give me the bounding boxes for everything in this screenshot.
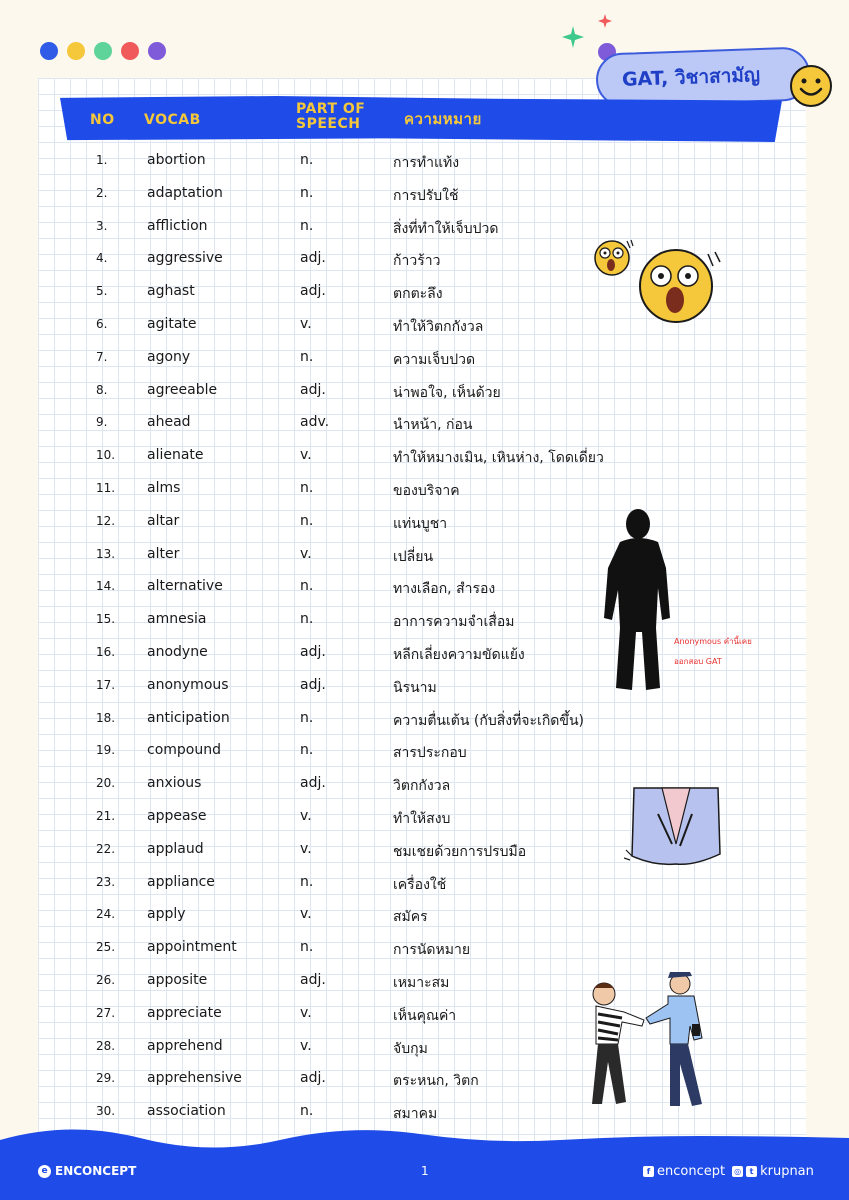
social-handle[interactable]: krupnan (760, 1164, 814, 1179)
thai-meaning: ชมเชยด้วยการปรบมือ (393, 843, 527, 860)
thai-meaning: หลีกเลี่ยงความขัดแย้ง (393, 647, 525, 663)
part-of-speech: v. (300, 840, 312, 857)
social-links (643, 1164, 814, 1179)
part-of-speech: n. (300, 709, 314, 726)
thai-meaning: ทางเลือก, สำรอง (393, 581, 496, 598)
row-number: 9. (96, 415, 108, 430)
row-number: 26. (96, 973, 116, 987)
table-row (0, 702, 849, 735)
part-of-speech: n. (300, 1103, 314, 1120)
row-number: 14. (96, 579, 116, 594)
part-of-speech: n. (300, 348, 314, 365)
row-number: 17. (96, 677, 116, 692)
header-part-of-speech (296, 102, 365, 132)
part-of-speech: n. (300, 217, 314, 234)
color-dot (40, 42, 58, 60)
thai-meaning: ความเจ็บปวด (393, 351, 476, 368)
row-number: 2. (96, 185, 108, 200)
part-of-speech: n. (300, 480, 314, 496)
row-number: 18. (96, 710, 116, 725)
thai-meaning: ทำให้สงบ (393, 811, 451, 827)
part-of-speech: adj. (300, 644, 326, 660)
vocab-word: alter (147, 545, 180, 562)
facebook-handle[interactable]: enconcept (657, 1164, 726, 1179)
vocab-word: appointment (147, 939, 237, 956)
shocked-face-large-icon (636, 244, 722, 326)
vocab-word: applaud (147, 840, 204, 857)
subject-badge (595, 46, 811, 107)
table-row (0, 374, 849, 407)
vocab-word: agreeable (147, 381, 218, 398)
part-of-speech: n. (300, 512, 314, 529)
part-of-speech: adj. (300, 283, 326, 300)
row-number: 20. (96, 776, 116, 791)
twitter-icon: t (746, 1166, 757, 1177)
part-of-speech: n. (300, 184, 314, 201)
row-number: 19. (96, 743, 116, 758)
part-of-speech: adj. (300, 1070, 326, 1087)
vocab-word: appreciate (147, 1004, 222, 1021)
facebook-icon: f (643, 1166, 654, 1177)
row-number: 27. (96, 1005, 116, 1020)
header-pos-line2: SPEECH (296, 116, 361, 132)
vocab-word: apposite (147, 972, 208, 988)
part-of-speech: v. (300, 316, 312, 332)
note-line1: Anonymous คำนี้เคย (674, 637, 752, 646)
table-row (0, 898, 849, 931)
thai-meaning: นำหน้า, ก่อน (393, 417, 473, 434)
part-of-speech: v. (300, 1004, 312, 1021)
row-number: 29. (96, 1071, 116, 1086)
anonymous-note (674, 632, 752, 672)
part-of-speech: n. (300, 611, 314, 628)
thai-meaning: อาการความจำเสื่อม (393, 614, 515, 631)
row-number: 1. (96, 153, 108, 167)
row-number: 7. (96, 349, 108, 364)
thai-meaning: การนัดหมาย (393, 942, 471, 959)
thai-meaning: ทำให้วิตกกังวล (393, 319, 484, 335)
vocab-word: adaptation (147, 184, 223, 201)
row-number: 22. (96, 841, 116, 856)
row-number: 8. (96, 382, 108, 397)
header-vocab: VOCAB (144, 112, 201, 128)
part-of-speech: n. (300, 939, 314, 956)
vocab-word: anxious (147, 775, 202, 792)
part-of-speech: adj. (300, 676, 326, 693)
vocab-word: appliance (147, 873, 215, 890)
row-number: 5. (96, 284, 108, 299)
thai-meaning: แท่นบูชา (393, 515, 448, 532)
color-dot (67, 42, 85, 60)
vocab-word: abortion (147, 152, 206, 168)
thai-meaning: จับกุม (393, 1040, 428, 1057)
color-dot (121, 42, 139, 60)
vocab-word: anodyne (147, 644, 208, 660)
vocab-word: apply (147, 906, 186, 923)
note-line2: ออกสอบ GAT (674, 657, 722, 666)
table-row (0, 931, 849, 964)
enconcept-logo-icon: e (38, 1165, 51, 1178)
brand-name: ENCONCEPT (55, 1164, 137, 1178)
vocab-word: affliction (147, 217, 208, 234)
thai-meaning: ตระหนก, วิตก (393, 1073, 479, 1090)
vocab-word: apprehend (147, 1037, 223, 1054)
row-number: 3. (96, 218, 108, 233)
part-of-speech: v. (300, 545, 312, 562)
row-number: 21. (96, 809, 116, 823)
vocab-word: aggressive (147, 250, 223, 267)
row-number: 4. (96, 251, 108, 266)
part-of-speech: n. (300, 742, 314, 759)
row-number: 6. (96, 317, 108, 331)
thai-meaning: สิ่งที่ทำให้เจ็บปวด (393, 220, 499, 237)
vocab-word: alms (147, 480, 181, 496)
thai-meaning: ความตื่นเต้น (กับสิ่งที่จะเกิดขึ้น) (393, 712, 584, 729)
police-arrest-illustration (584, 964, 728, 1112)
vocab-word: appease (147, 808, 207, 824)
vocab-word: alienate (147, 447, 204, 464)
enconcept-logo (38, 1164, 136, 1178)
vocab-word: association (147, 1103, 226, 1120)
vocab-word: compound (147, 742, 221, 759)
table-row (0, 406, 849, 439)
shocked-face-small-icon (592, 236, 634, 278)
page-number: 1 (421, 1164, 429, 1178)
thai-meaning: การปรับใช้ (393, 187, 459, 204)
row-number: 15. (96, 612, 116, 627)
vocab-word: agitate (147, 316, 197, 332)
table-row (0, 341, 849, 374)
thai-meaning: สมาคม (393, 1106, 438, 1123)
part-of-speech: adv. (300, 414, 330, 431)
vocab-word: alternative (147, 578, 223, 595)
part-of-speech: n. (300, 873, 314, 890)
thai-meaning: ก้าวร้าว (393, 253, 441, 270)
thai-meaning: การทำแท้ง (393, 155, 460, 171)
part-of-speech: adj. (300, 972, 326, 988)
row-number: 10. (96, 448, 116, 463)
row-number: 23. (96, 874, 116, 889)
color-dot (148, 42, 166, 60)
thai-meaning: สารประกอบ (393, 745, 467, 762)
thai-meaning: น่าพอใจ, เห็นด้วย (393, 384, 501, 401)
footer-wave (0, 1110, 849, 1200)
part-of-speech: v. (300, 1037, 312, 1054)
instagram-icon: ◎ (732, 1166, 743, 1177)
thai-meaning: เครื่องใช้ (393, 876, 447, 893)
table-row (0, 210, 849, 243)
row-number: 28. (96, 1038, 116, 1053)
silhouette-person-illustration (600, 508, 680, 692)
row-number: 11. (96, 481, 116, 495)
part-of-speech: v. (300, 906, 312, 923)
thai-meaning: เห็นคุณค่า (393, 1007, 457, 1024)
thai-meaning: วิตกกังวล (393, 778, 451, 795)
vocab-word: apprehensive (147, 1070, 242, 1087)
thai-meaning: ตกตะลึง (393, 286, 443, 303)
row-number: 13. (96, 546, 116, 561)
row-number: 12. (96, 513, 116, 528)
table-row (0, 144, 849, 177)
table-row (0, 570, 849, 603)
thai-meaning: สมัคร (393, 909, 428, 926)
vocab-word: amnesia (147, 611, 207, 628)
sparkle-green-icon (562, 26, 584, 48)
row-number: 24. (96, 907, 116, 922)
vocab-word: agony (147, 348, 191, 365)
badge-title: GAT, วิชาสามัญ (621, 64, 761, 91)
header-pos-line1: PART OF (296, 101, 366, 117)
color-dots (40, 42, 166, 60)
header-meaning: ความหมาย (404, 110, 482, 128)
part-of-speech: n. (300, 578, 314, 595)
color-dot (94, 42, 112, 60)
table-row (0, 866, 849, 899)
table-row (0, 177, 849, 210)
vocab-word: anticipation (147, 709, 230, 726)
vocab-word: anonymous (147, 676, 229, 693)
part-of-speech: n. (300, 152, 314, 168)
thai-meaning: ทำให้หมางเมิน, เหินห่าง, โดดเดี่ยว (393, 450, 604, 467)
thai-meaning: ของบริจาค (393, 483, 460, 499)
footer (0, 1110, 849, 1200)
table-row (0, 505, 849, 538)
vocab-word: aghast (147, 283, 195, 300)
row-number: 30. (96, 1104, 116, 1119)
table-row (0, 669, 849, 702)
smiley-icon (789, 64, 833, 108)
vocab-word: ahead (147, 414, 191, 431)
thai-meaning: เปลี่ยน (393, 548, 434, 565)
table-row (0, 734, 849, 767)
part-of-speech: adj. (300, 250, 326, 267)
clapping-hands-illustration (624, 784, 728, 870)
table-row (0, 472, 849, 505)
part-of-speech: v. (300, 808, 312, 824)
header-no: NO (90, 112, 115, 128)
thai-meaning: นิรนาม (393, 679, 437, 696)
table-row (0, 439, 849, 472)
row-number: 25. (96, 940, 116, 955)
thai-meaning: เหมาะสม (393, 975, 450, 991)
sparkle-red-icon (598, 14, 612, 28)
part-of-speech: adj. (300, 775, 326, 792)
table-row (0, 538, 849, 571)
part-of-speech: v. (300, 447, 312, 464)
row-number: 16. (96, 645, 116, 659)
part-of-speech: adj. (300, 381, 326, 398)
vocab-word: altar (147, 512, 180, 529)
